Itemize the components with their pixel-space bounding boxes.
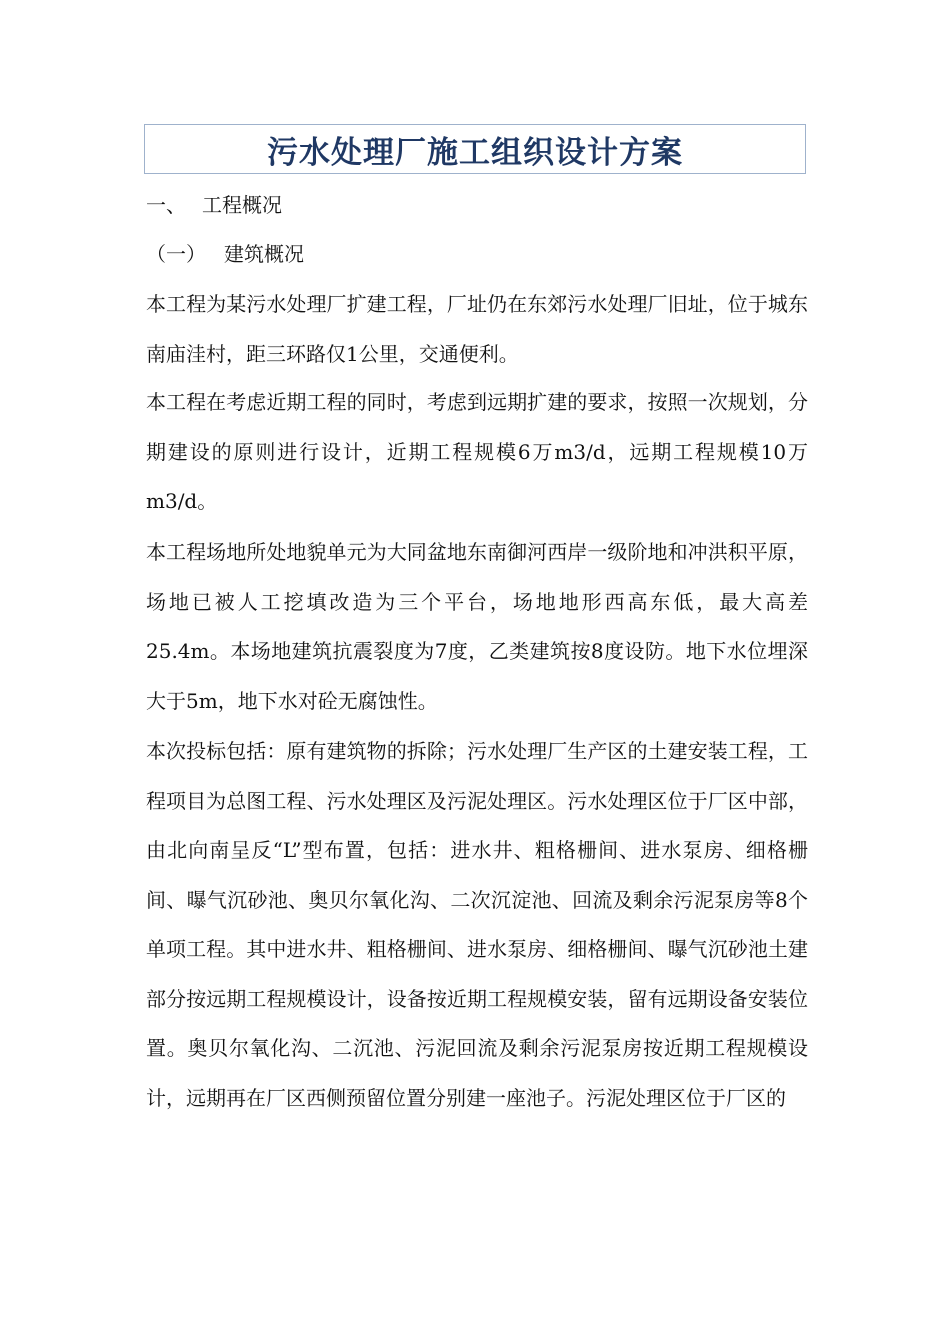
paragraph-bid-scope: 本次投标包括：原有建筑物的拆除；污水处理厂生产区的土建安装工程，工程项目为总图工程、污水处理区及污泥处理区。污水处理区位于厂区中部，由北向南呈反“L”型布置，包括：进水井、粗格栅间、进水泵房、细格栅间、曝气沉砂池、奥贝尔氧化沟、二次沉淀池、回流及剩余污泥泵房等8个单项工程。其中进水井、粗格栅间、进水泵房、细格栅间、曝气沉砂池土建部分按远期工程规模设计，设备按近期工程规模安装，留有远期设备安装位置。奥贝尔氧化沟、二沉池、污泥回流及剩余污泥泵房按近期工程规模设计，远期再在厂区西侧预留位置分别建一座池子。污泥处理区位于厂区的 xyxy=(146,739,808,1110)
subsection-heading-1 xyxy=(146,242,304,266)
section-label: 工程概况 xyxy=(202,193,282,217)
paragraph-site-location: 本工程为某污水处理厂扩建工程，厂址仍在东郊污水处理厂旧址，位于城东南庙洼村，距三环路仅1公里，交通便利。 xyxy=(146,292,808,366)
document-title: 污水处理厂施工组织设计方案 xyxy=(267,134,683,171)
document-title-box xyxy=(144,124,806,174)
section-heading-1 xyxy=(146,193,282,217)
paragraph-project-scale: 本工程在考虑近期工程的同时，考虑到远期扩建的要求，按照一次规划，分期建设的原则进行设计，近期工程规模6万m3/d，远期工程规模10万m3/d。 xyxy=(146,390,808,513)
paragraph-geology: 本工程场地所处地貌单元为大同盆地东南御河西岸一级阶地和冲洪积平原，场地已被人工挖填改造为三个平台，场地地形西高东低，最大高差25.4m。本场地建筑抗震裂度为7度，乙类建筑按8度设防。地下水位埋深大于5m，地下水对砼无腐蚀性。 xyxy=(146,540,808,713)
subsection-label: 建筑概况 xyxy=(224,242,304,266)
subsection-number: （一） xyxy=(146,242,206,266)
section-number: 一、 xyxy=(146,193,186,217)
